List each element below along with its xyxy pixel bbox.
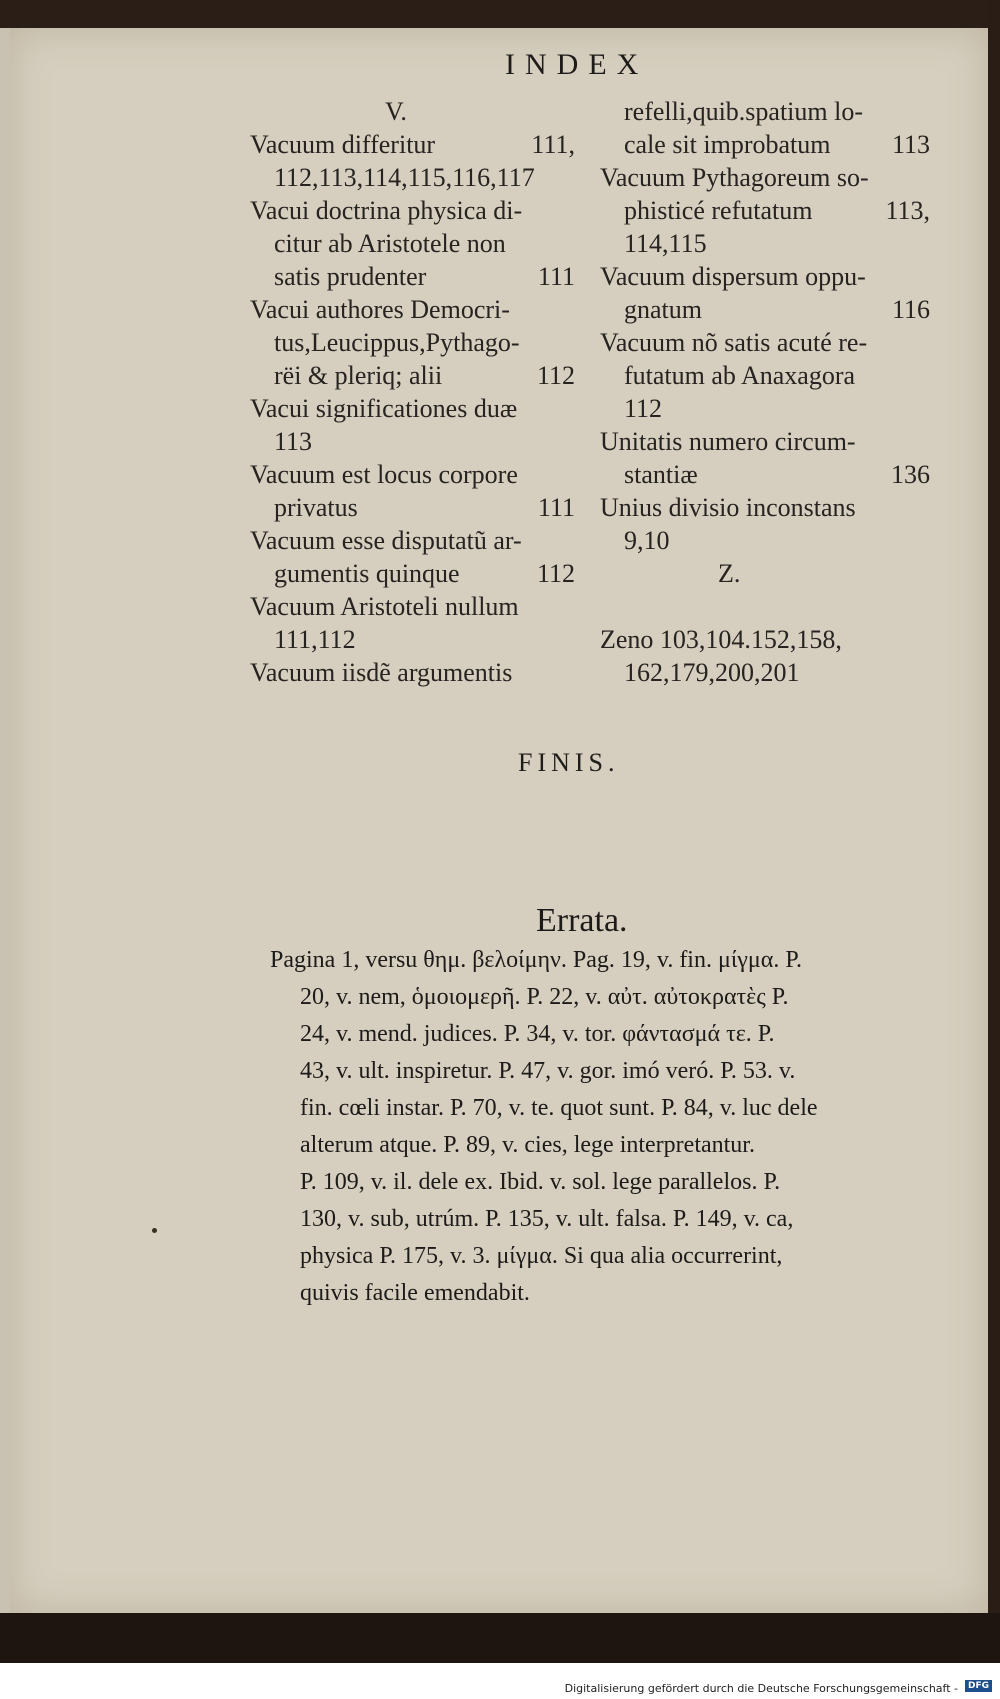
index-page-number: 111	[537, 262, 575, 291]
index-entry-text: rëi & pleriq; alii	[274, 361, 443, 390]
scan-bottom-edge	[0, 1613, 1000, 1663]
index-entry-text: 113	[274, 427, 313, 456]
index-line	[250, 227, 575, 260]
index-entry-text: phisticé refutatum	[624, 196, 813, 225]
errata-line: quivis facile emendabit.	[300, 1280, 530, 1306]
index-entry-text: citur ab Aristotele non	[274, 229, 506, 258]
index-entry-text: refelli,quib.spatium lo-	[624, 97, 864, 126]
index-entry-text: gnatum	[624, 295, 702, 324]
index-page-number: 136	[891, 460, 930, 489]
errata-line: P. 109, v. il. dele ex. Ibid. v. sol. lege parallelos. P.	[300, 1169, 781, 1195]
index-right-column	[600, 95, 930, 689]
index-entry-text: 111,112	[274, 625, 356, 654]
index-page-number: 111,	[531, 130, 575, 159]
index-entry-text: Unitatis numero circum-	[600, 427, 856, 456]
index-entry-text: gumentis quinque	[274, 559, 460, 588]
index-entry-text: tus,Leucippus,Pythago-	[274, 328, 520, 357]
index-line	[600, 260, 930, 293]
index-entry-text: 112	[624, 394, 663, 423]
errata-line: alterum atque. P. 89, v. cies, lege interpretantur.	[300, 1132, 755, 1158]
errata-line: physica P. 175, v. 3. μίγμα. Si qua alia occurrerint,	[300, 1243, 783, 1269]
index-line	[600, 623, 930, 656]
index-page-number: 113	[891, 130, 930, 159]
index-entry-text: Vacuum Aristoteli nullum	[250, 592, 519, 621]
index-line	[250, 623, 575, 656]
ink-spot	[152, 1228, 157, 1233]
index-line	[600, 392, 930, 425]
index-line	[250, 392, 575, 425]
index-entry-text: Zeno 103,104.152,158,	[600, 625, 842, 654]
index-entry-text: privatus	[274, 493, 358, 522]
index-line	[600, 161, 930, 194]
index-line	[600, 656, 930, 689]
index-line	[250, 425, 575, 458]
errata-line: 20, v. nem, ὁμοιομερῆ. P. 22, v. αὐτ. αὐτοκρατὲς P.	[300, 984, 789, 1010]
errata-title: Errata.	[536, 902, 628, 939]
scan-right-edge	[988, 0, 1000, 1699]
errata-line: Pagina 1, versu θημ. βελοίμην. Pag. 19, v. fin. μίγμα. P.	[270, 947, 803, 973]
index-entry-text: Vacuum nõ satis acuté re-	[600, 328, 868, 357]
index-entry-text: Vacuum Pythagoreum so-	[600, 163, 869, 192]
scan-top-edge	[0, 0, 1000, 28]
index-line	[250, 161, 575, 194]
index-entry-text: futatum ab Anaxagora	[624, 361, 856, 390]
errata-block	[270, 942, 930, 1312]
index-line	[600, 590, 930, 623]
index-page-number: 116	[891, 295, 930, 324]
index-line	[600, 425, 930, 458]
index-line	[600, 491, 930, 524]
index-line	[600, 524, 930, 557]
index-line	[250, 194, 575, 227]
index-line	[250, 359, 575, 392]
index-line	[600, 326, 930, 359]
index-line	[250, 293, 575, 326]
index-line	[250, 95, 575, 128]
index-entry-text: Vacuum dispersum oppu-	[600, 262, 866, 291]
index-entry-text: satis prudenter	[274, 262, 427, 291]
index-line	[600, 557, 930, 590]
index-line	[600, 194, 930, 227]
index-entry-text: 114,115	[624, 229, 707, 258]
index-line	[250, 524, 575, 557]
index-entry-text: 162,179,200,201	[624, 658, 800, 687]
index-page-number: 112	[536, 361, 575, 390]
index-entry-text: 112,113,114,115,116,117	[274, 163, 535, 192]
index-entry-text: Vacuum differitur	[250, 130, 436, 159]
index-line	[250, 656, 575, 689]
index-left-column	[250, 95, 575, 689]
index-line	[600, 293, 930, 326]
dfg-logo-badge: DFG	[965, 1680, 992, 1692]
index-entry-text: cale sit improbatum	[624, 130, 831, 159]
page-header: INDEX	[505, 48, 649, 81]
index-entry-text: Vacuum iisdẽ argumentis	[250, 658, 513, 687]
index-line	[250, 557, 575, 590]
index-entry-text: Vacui authores Democri-	[250, 295, 510, 324]
index-line	[250, 326, 575, 359]
index-line	[600, 458, 930, 491]
index-entry-text: Vacui significationes duæ	[250, 394, 518, 423]
footer-credit: Digitalisierung gefördert durch die Deutsche Forschungsgemeinschaft -	[564, 1682, 958, 1695]
index-entry-text: V.	[385, 97, 407, 126]
index-page-number: 111	[537, 493, 575, 522]
index-line	[250, 590, 575, 623]
index-line	[600, 95, 930, 128]
errata-line: 43, v. ult. inspiretur. P. 47, v. gor. imó veró. P. 53. v.	[300, 1058, 796, 1084]
index-line	[600, 227, 930, 260]
errata-line: fin. cœli instar. P. 70, v. te. quot sunt. P. 84, v. luc dele	[300, 1095, 818, 1121]
index-line	[250, 491, 575, 524]
index-entry-text: Vacui doctrina physica di-	[250, 196, 523, 225]
index-line	[600, 359, 930, 392]
errata-line: 130, v. sub, utrúm. P. 135, v. ult. falsa. P. 149, v. ca,	[300, 1206, 794, 1232]
index-page-number: 112	[536, 559, 575, 588]
index-line	[250, 128, 575, 161]
finis-heading: FINIS.	[518, 748, 620, 777]
index-entry-text: Vacuum esse disputatũ ar-	[250, 526, 522, 555]
index-line	[250, 458, 575, 491]
index-entry-text: Z.	[718, 559, 741, 588]
errata-line: 24, v. mend. judices. P. 34, v. tor. φάντασμά τε. P.	[300, 1021, 775, 1047]
index-line	[600, 128, 930, 161]
index-entry-text: Vacuum est locus corpore	[250, 460, 518, 489]
index-page-number: 113,	[885, 196, 930, 225]
index-entry-text: stantiæ	[624, 460, 698, 489]
index-line	[250, 260, 575, 293]
index-entry-text: Unius divisio inconstans	[600, 493, 856, 522]
index-entry-text: 9,10	[624, 526, 670, 555]
